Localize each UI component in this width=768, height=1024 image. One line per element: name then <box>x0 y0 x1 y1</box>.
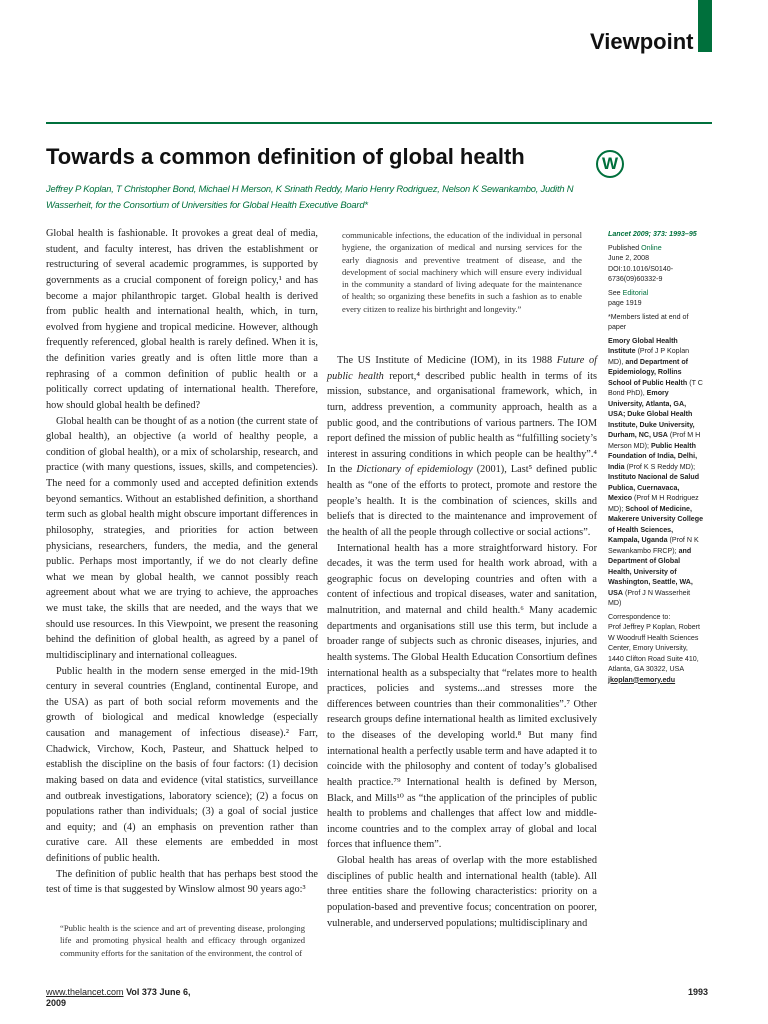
paragraph: The definition of public health that has perhaps best stood the test of time is that suggested by Winslow almost 90 years ago:³ <box>46 868 318 896</box>
text-span: See <box>608 288 623 297</box>
affiliation-person: (Prof N K Sewankambo FRCP); <box>608 536 699 555</box>
email-link[interactable]: jkoplan@emory.edu <box>608 675 676 684</box>
brand-color-bar <box>698 0 712 52</box>
affiliation-name: Emory University, Atlanta, GA, USA; Duke Global Health Institute, Duke University, Durham, NC, USA <box>608 389 695 439</box>
online-link[interactable]: Online <box>641 243 662 252</box>
web-extra-icon[interactable]: W <box>596 150 624 178</box>
affiliation-person: (Prof K S Reddy MD); <box>624 462 696 471</box>
title-italic: Future of public health <box>327 355 597 382</box>
affiliation-name: and Department of Epidemiology, Rollins School of Public Health <box>608 357 689 387</box>
correspondence <box>608 612 704 686</box>
paragraph: International health has a more straightforward history. For decades, it was the term used for health work abroad, with a geographic focus on developing countries and often with a content of infectious and tropical diseases, water and sanitation, malnutrition, and maternal and child health.⁶ Many academic departments and organisations still use this term, but include a broader range of subjects such as chronic diseases, injuries, and health systems. The Global Health Education Consortium defines international health as a subspecialty that “relates more to health practices, policies and systems...and stresses more the differences between countries than their commonalities”.⁷ Other research groups define international health as limited exclusively to the diseases of the developing world.⁸ But many find international health a perfectly usable term and have adapted it to coincide with the philosophy and content of today’s globalised health practice.⁷⁹ International health is defined by Merson, Black, and Mills¹⁰ as “the application of the principles of public health to problems and challenges that affect low and middle-income countries and to the complex array of global and local forces that influence them”. <box>327 542 597 851</box>
affiliation-person: (Prof M H Merson MD); <box>608 431 701 450</box>
affiliation-name: Emory Global Health Institute <box>608 336 678 355</box>
editorial-link[interactable]: Editorial <box>622 288 649 297</box>
article-title: Towards a common definition of global health <box>46 144 525 169</box>
header-rule <box>46 122 712 124</box>
published-info <box>608 243 704 285</box>
affiliation-name: School of Medicine, Makerere University College of Health Sciences, Kampala, Uganda <box>608 504 704 544</box>
quote-block: communicable infections, the education of the individual in personal hygiene, the organization of medical and nursing services for the early diagnosis and preventive treatment of disease, and the development of social machinery which will ensure every individual in the community a standard of living adequate for the maintenance of health; so organizing these benefits in such a fashion as to enable every citizen to realize his birthright and longevity.” <box>342 230 582 314</box>
text-span: (2001), Last⁵ defined public health as “one of the efforts to protect, promote and restore the people’s health. It is the combination of sciences, skills and beliefs that is directed to the maintenance and improvement of the health of all the people through collective or social actions”. <box>327 464 597 538</box>
author-list: Jeffrey P Koplan, T Christopher Bond, Michael H Merson, K Srinath Reddy, Mario Henry Rodriguez, Nelson K Sewankambo, Judith N Wasserheit, for the Consortium of Universities for Global Health Executive Board* <box>46 183 574 210</box>
affiliation-person: (Prof M H Rodriguez MD); <box>608 494 699 513</box>
journal-url-link[interactable]: www.thelancet.com <box>46 987 124 997</box>
members-note: *Members listed at end of paper <box>608 312 689 331</box>
paragraph: Public health in the modern sense emerged in the mid-19th century in several countries (England, continental Europe, and the USA) as part of both social reform movements and the growth of biological and medical knowledge (especially causation and management of infectious disease).² Farr, Chadwick, Virchow, Koch, Pasteur, and Shattuck helped to establish the discipline on the basis of four factors: (1) decision making based on data and evidence (vital statistics, surveillance and outbreak investigations, laboratory science); (2) a focus on populations rather than individuals; (3) a goal of social justice and equity; and (4) an emphasis on prevention rather than curative care. All these elements are embedded in most definitions of public health. <box>46 665 318 864</box>
affiliation-person: (Prof J P Koplan MD), <box>608 347 690 366</box>
affiliations <box>608 336 704 609</box>
see-also <box>608 288 704 309</box>
correspondence-address: Prof Jeffrey P Koplan, Robert W Woodruff Health Sciences Center, Emory University, 1440 Clifton Road Suite 410, Atlanta, GA 30322, USA <box>608 623 701 673</box>
text-span: The US Institute of Medicine (IOM), in its 1988 <box>337 355 557 366</box>
doi: DOI:10.1016/S0140-6736(09)60332-9 <box>608 264 674 283</box>
page-number: 1993 <box>687 987 708 997</box>
footer-journal <box>46 987 206 1009</box>
affiliation-name: Instituto Nacional de Salud Publica, Cuernavaca, Mexico <box>608 473 700 502</box>
title-italic: Dictionary of epidemiology <box>356 464 473 476</box>
paragraph <box>327 353 597 541</box>
affiliation-person: (T C Bond PhD), <box>608 378 703 397</box>
text-span: report,⁴ described public health in terms of its mission, substance, and organisational framework, which, in turn, address prevention, a community approach, health as a public good, and the contributions of various partners. The IOM report defined the mission of public health as “fulfilling society’s interest in assuring conditions in which people can be healthy”.⁴ In the <box>327 370 597 476</box>
volume: Vol 373 <box>126 987 157 997</box>
body-column-2 <box>327 353 597 931</box>
section-label: Viewpoint <box>590 29 694 54</box>
affiliation-person: (Prof J N Wasserheit MD) <box>608 588 691 607</box>
citation: Lancet 2009; 373: 1993–95 <box>608 230 697 238</box>
correspondence-label: Correspondence to: <box>608 612 671 621</box>
published-date: June 2, 2008 <box>608 254 650 262</box>
body-column-1 <box>46 226 318 898</box>
text-span: Published <box>608 243 642 252</box>
paragraph: Global health has areas of overlap with the more established disciplines of public health and international health (table). All three entities share the following characteristics: priority on a population-based and preventive focus; concentration on poorer, vulnerable, and underserved populations; multidisciplinary and <box>327 855 597 929</box>
paragraph: Global health can be thought of as a notion (the current state of global health), an objective (a world of healthy people, a condition of global health), or a mix of scholarship, research, and practice (with many questions, issues, skills, and competencies). The need for a commonly used and accepted definition extends beyond semantics. Without an established definition, a shorthand term such as global health might obscure important differences in philosophy, strategies, and priorities for action between physicians, researchers, funders, the media, and the general public. Perhaps most importantly, if we do not clearly define what we mean by global health, we cannot possibly reach agreement about what we are trying to achieve, the approaches we must take, the skills that are needed, and the ways that we should use resources. In this Viewpoint, we present the reasoning behind the definition of global health, as agreed by a panel of multidisciplinary and international colleagues. <box>46 415 318 661</box>
issue-date: June 6, 2009 <box>46 987 191 1008</box>
affiliation-name: Public Health Foundation of India, Delhi, India <box>608 441 698 471</box>
quote-block: “Public health is the science and art of preventing disease, prolonging life and promoting physical health and efficacy through organized community efforts for the sanitation of the environment, the control of <box>60 923 305 958</box>
affiliation-name: and Department of Global Health, University of Washington, Seattle, WA, USA <box>608 546 693 597</box>
paragraph: Global health is fashionable. It provokes a great deal of media, student, and faculty interest, has driven the establishment or restructuring of several academic programmes, is supported by governments as a crucial component of foreign policy,¹ and has become a major philanthropic target. Global health is derived from public health and international health, which, in turn, evolved from hygiene and tropical medicine. However, although frequently referenced, global health is rarely defined. When it is, the definition varies greatly and is often little more than a rephrasing of a common definition of public health or a politically correct updating of international health. Therefore, how should global health be defined? <box>46 228 318 411</box>
see-page: page 1919 <box>608 299 642 307</box>
sidebar <box>608 229 704 688</box>
